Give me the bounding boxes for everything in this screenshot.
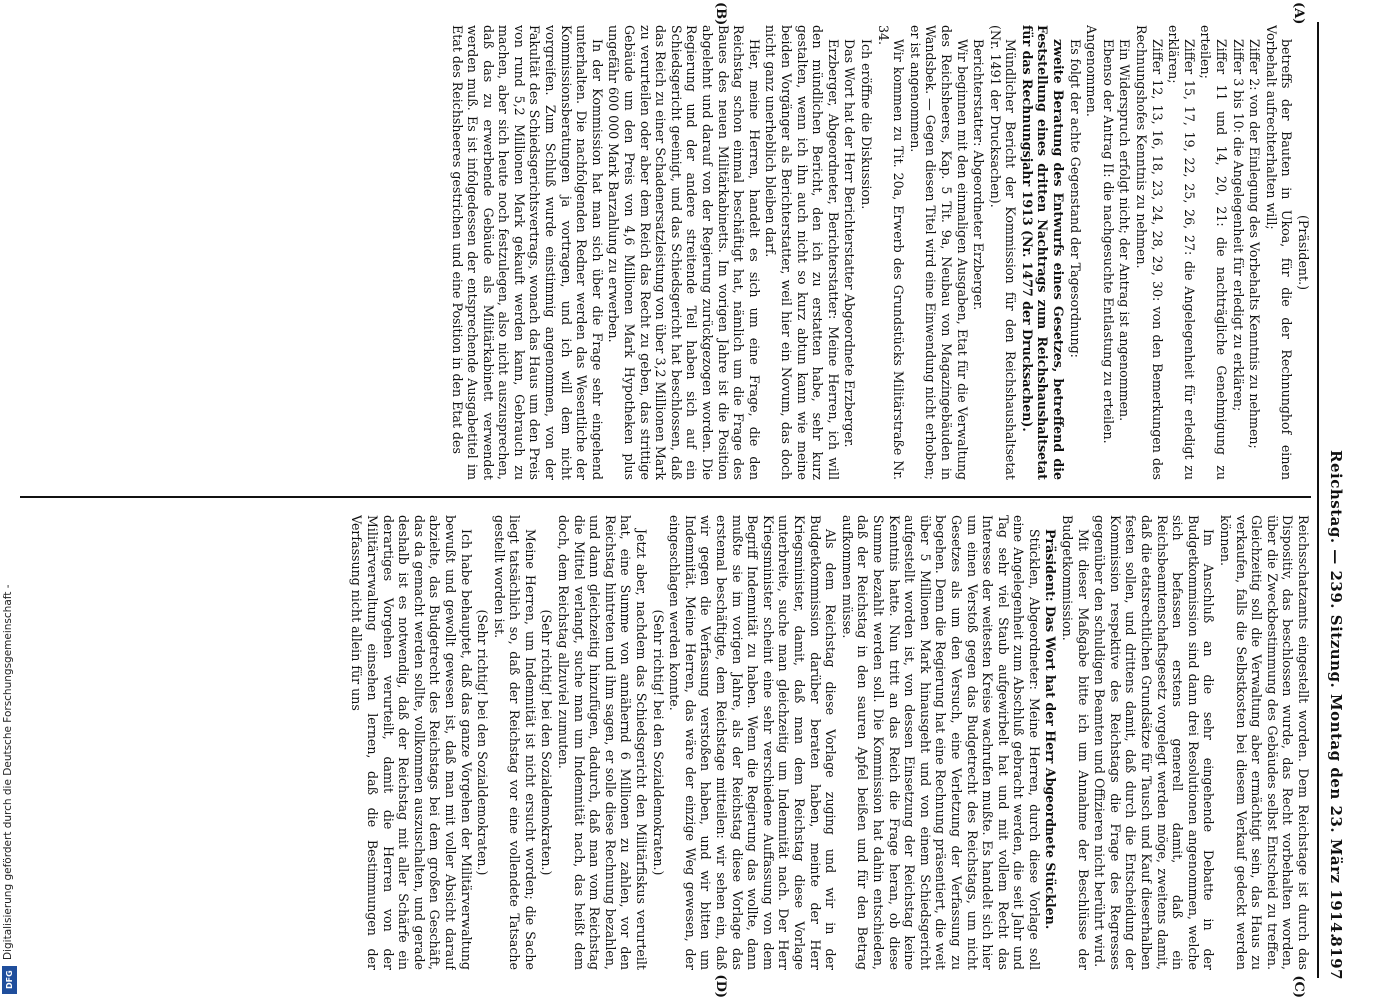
paragraph: Jetzt aber, nachdem das Schiedsgericht den Militärfiskus verurteilt hat, eine Summe von annähernd 6 Millionen zu zahlen, vor den Reichstag hintreten und ihm sagen, er solle diese Rechnung bezahlen, und dann gleichzeitig hinzufügen, dadurch, daß man vom Reichstag die Mittel verlangt, suche man um Indemnität nach, das heißt dem doch, dem Reichstag allzuviel zumuten. bbox=[556, 515, 650, 970]
paragraph: Im Anschluß an die sehr eingehende Debatte in der Budgetkommission sind dann drei Resolutionen angenommen, welche sich befassen erstens generell damit, daß ein Reichsbeamtenschaftsgesetz vorgelegt werden möge, zweitens damit, daß die etatsrechtlichen Grundsätze für Tausch und Kauf dieserhalben festen sollen, und drittens damit, daß durch die Entscheidung der Kommission respektive des Reichstags die Frage des Regresses gegenüber den schuldigen Beamten und Offizieren nicht berührt wird. bbox=[1092, 515, 1217, 970]
paragraph: betreffs der Bauten in Ukoa, für die der Rechnunghof einen Vorbehalt aufrechterhalten will; bbox=[1263, 25, 1295, 480]
paragraph: Als dem Reichstag diese Vorlage zuging und wir in der Budgetkommission darüber beraten haben, meinte der Herr Kriegsminister, damit, daß man dem Reichstag diese Vorlage unterbreite, suche man gleichzeitig um Indemnität nach. Der Herr Kriegsminister scheint eine sehr verschiedene Auffassung von dem Begriff Indemnität zu haben. Wenn die Regierung das wollte, dann mußte sie im vorigen Jahre, als der Reichstag diese Vorlage das erstemal beschäftigte, dem Reichstage mitteilen: wir sehen ein, daß wir gegen die Verfassung verstoßen haben, und wir bitten um Indemnität. Meine Herren, das wäre der einzige Weg gewesen, der eingeschlagen werden konnte. bbox=[667, 515, 839, 970]
credit-sidebar bbox=[0, 0, 20, 1000]
paragraph: In der Kommission hat man sich über die Frage sehr eingehend unterhalten. Die nachfolgenden Redner werden das Wesentliche der Kommissionsberatungen ja vortragen, und ich will dem nicht vorgreifen. Zum Schluß wurde einstimmig angenommen, von der Fakultät des Schiedsgerichtsvertrags, wonach das Haus um den Preis von rund 5,2 Millionen Mark gekauft werden kann, Gebrauch zu machen, aber sich heute noch festzulegen, also nicht auszusprechen, daß das zu erwerbende Gebäude als Militärkabinett verwendet werden muß. Es ist infolgedessen der entsprechende Ausgabetitel im Etat des Reichsheeres gestrichen und eine Position in den Etat des bbox=[449, 25, 605, 480]
paragraph: Ziffer 11 und 14, 20, 21: die nachträgliche Genehmigung zu erteilen; bbox=[1198, 25, 1230, 480]
paragraph: Ziffer 2: von der Einlegung des Vorbehalts Kenntnis zu nehmen; bbox=[1247, 39, 1263, 449]
paragraph: Stücklen, Abgeordneter: Meine Herren, durch diese Vorlage soll eine Angelegenheit zum Abschluß gebracht werden, die seit Jahr und Tag sehr viel Staub aufgewirbelt hat und mit vollem Recht das Interesse der weitesten Kreise wachrufen mußte. Es handelt sich hier um einen Verstoß gegen das Budgetrecht des Reichstags, um nicht Gesetzes als um den Versuch, eine Verletzung der Verfassung zu begehen. Denn die Regierung hat eine Rechnung präsentiert, die weit über 5 Millionen Mark hinausgeht und von einem Schiedsgericht aufgestellt worden ist, von dessen Einsetzung der Reichstag keine Kenntnis hatte. Nun tritt an das Reich die Frage heran, ob diese Summe bezahlt werden soll. Die Kommission hat dahin entschieden, daß der Reichstag in den sauren Apfel beißen und für den Betrag aufkommen müsse. bbox=[839, 515, 1042, 970]
left-column bbox=[30, 25, 1311, 480]
paragraph: Präsident: Das Wort hat der Herr Abgeordnete Stücklen. bbox=[1043, 529, 1059, 930]
paragraph: Hier, meine Herren, handelt es sich um eine Frage, die den Reichstag schon einmal beschäftigt hat, nämlich um die Frage des Baues des neuen Militärkabinetts. Im vorigen Jahre ist die Position abgelehnt und darauf von der Regierung zurückgezogen worden. Die Regierung und der andere streitende Teil haben sich auf ein Schiedsgericht geeinigt, und das Schiedsgericht hat beschlossen, daß das Reich zu einer Schadenersatzleistung von über 3,2 Millionen Mark zu verurteilen oder aber dem Reich das Recht zu geben, das strittige Gebäude um den Preis von 4,6 Millionen Mark Hypotheken plus ungefähr 600 000 Mark Barzahlung zu erwerben. bbox=[606, 25, 762, 480]
paragraph: Ziffer 15, 17, 19, 22, 25, 26, 27: die Angelegenheit für erledigt zu erklären; bbox=[1166, 25, 1197, 480]
funding-credit: Digitalisierung gefördert durch die Deutsche Forschungsgemeinschaft - bbox=[2, 584, 14, 960]
margin-marker-c: (C) bbox=[1291, 975, 1306, 998]
margin-marker-b: (B) bbox=[713, 2, 728, 26]
interjection: (Sehr richtig! bei den Sozialdemokraten.) bbox=[475, 609, 491, 876]
paragraph: Ziffer 12, 13, 16, 18, 23, 24, 28, 29, 30: von den Bemerkungen des Rechnungshofes Kenntnis zu nehmen. bbox=[1134, 25, 1165, 480]
paragraph: Meine Herren, um Indemnität ist nicht ersucht worden; die Sache liegt tatsächlich so, daß der Reichstag vor eine vollendete Tatsache gestellt worden ist. bbox=[491, 515, 538, 970]
paragraph: Das Wort hat der Herr Berichterstatter Abgeordnete Erzberger. bbox=[842, 39, 858, 448]
interjection: (Sehr richtig! bei den Sozialdemokraten.) bbox=[650, 609, 666, 876]
paragraph: Reichsschatzamts eingestellt worden. Dem Reichstage ist durch das Dispositiv, das beschlossen wurde, das Recht vorbehalten worden, über die Zweckbestimmung des Gebäudes selbst Entscheid zu treffen. Gleichzeitig soll die Verwaltung aber ermächtigt sein, das Haus zu verkaufen, falls die Selbstkosten bei diesem Verkauf gedeckt werden können. bbox=[1218, 515, 1311, 970]
paragraph: Berichterstatter: Abgeordneter Erzberger. bbox=[971, 39, 987, 311]
dfg-logo-icon: DFG bbox=[2, 966, 17, 994]
page-header bbox=[1323, 20, 1345, 980]
interjection: (Sehr richtig! bei den Sozialdemokraten.) bbox=[539, 609, 555, 876]
agenda-item: zweite Beratung des Entwurfs eines Gesetzes, betreffend die Feststellung eines dritten Nachtrags zum Reichshaushaltsetat für das Rechnungsjahr 1913 (Nr. 1477 der Drucksachen). bbox=[1019, 25, 1067, 480]
paragraph: Wir kommen zu Tit. 20a, Erwerb des Grundstücks Militärstraße Nr. 34. bbox=[875, 25, 907, 480]
header-rule bbox=[1317, 22, 1319, 978]
paragraph: Ein Widerspruch erfolgt nicht; der Antrag ist angenommen. bbox=[1117, 39, 1133, 422]
margin-marker-d: (D) bbox=[713, 974, 728, 998]
page-header-title: Reichstag. — 239. Sitzung. Montag den 23. März 1914. bbox=[1327, 450, 1345, 939]
page-number: 8197 bbox=[1327, 936, 1345, 980]
paragraph: Ziffer 3 bis 10: die Angelegenheit für erledigt zu erklären; bbox=[1230, 39, 1246, 412]
margin-marker-a: (A) bbox=[1291, 2, 1306, 25]
paragraph: Ich eröffne die Diskussion. bbox=[858, 39, 874, 210]
column-divider bbox=[10, 496, 1311, 498]
paragraph: Es folgt der achte Gegenstand der Tagesordnung: bbox=[1067, 39, 1083, 358]
paragraph: (Präsident.) bbox=[1296, 214, 1311, 290]
paragraph: Angenommen. bbox=[1084, 25, 1100, 117]
paragraph: Mündlicher Bericht der Kommission für den Reichshaushaltsetat (Nr. 1491 der Drucksachen). bbox=[987, 25, 1019, 480]
paragraph: Mit dieser Maßgabe bitte ich um Annahme der Beschlüsse der Budgetkommission. bbox=[1060, 515, 1091, 970]
paragraph: Erzberger, Abgeordneter, Berichterstatter: Meine Herren, ich will den mündlichen Bericht, den ich zu erstatten habe, sehr kurz gestalten, wenn ich ihn auch nicht so kurz abtun kann wie meine beiden Vorgänger als Berichterstatter, weil hier ein Novum, das doch nicht ganz unerheblich bleiben darf. bbox=[763, 25, 841, 480]
paragraph: Ich habe behauptet, daß das ganze Vorgehen der Militärverwaltung bewußt und gewollt gewesen ist, daß man mit voller Absicht darauf abzielte, das Budgetrecht des Reichstags bei dem großen Geschäft, das da gemacht werden sollte, vollkommen auszuschalten, und gerade deshalb ist es notwendig, daß der Reichstag mit aller Schärfe ein derartiges Vorgehen verurteilt, damit die Herren von der Militärverwaltung einsehen lernen, daß die Bestimmungen der Verfassung nicht allein für uns bbox=[349, 515, 474, 970]
right-column bbox=[30, 515, 1311, 970]
paragraph: Wir beginnen mit den einmaligen Ausgaben, Etat für die Verwaltung des Reichsheeres, Kap. 5 Tit. 9a, Neubau von Magazingebäuden in Wandsbek. — Gegen diesen Titel wird eine Einwendung nicht erhoben; er ist angenommen. bbox=[907, 25, 970, 480]
paragraph: Ebenso der Antrag II: die nachgesuchte Entlastung zu erteilen. bbox=[1100, 39, 1116, 444]
